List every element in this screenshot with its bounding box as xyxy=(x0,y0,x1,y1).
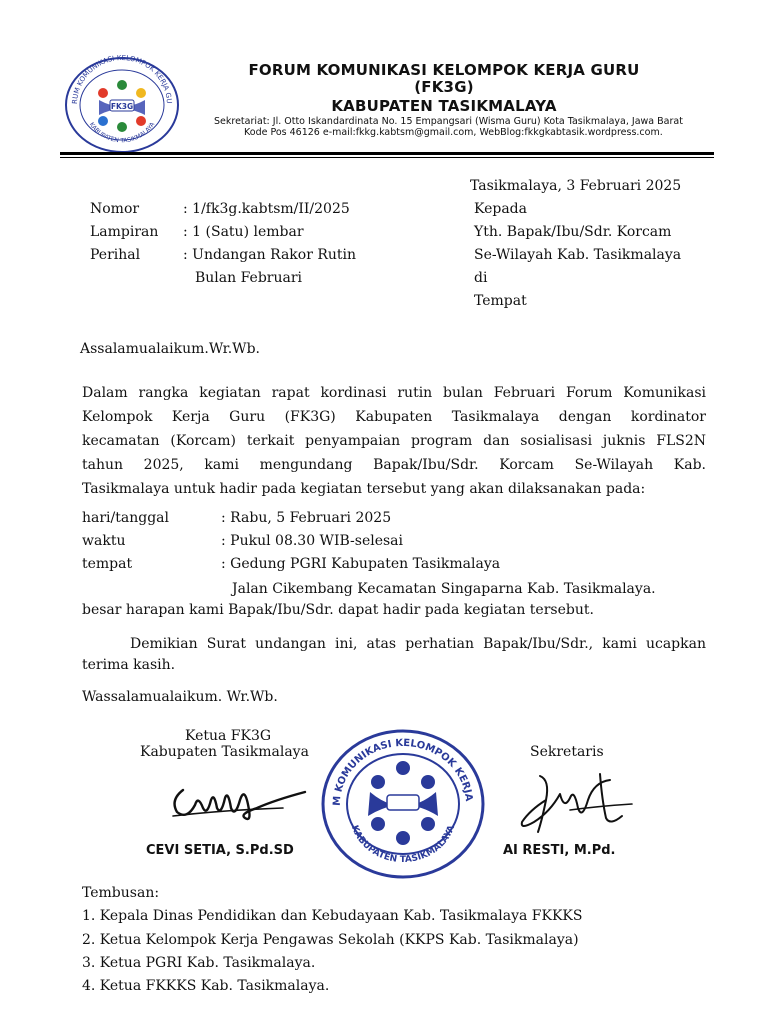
svg-text:KABUPATEN TASIKMALAYA: KABUPATEN TASIKMALAYA xyxy=(87,121,157,145)
hope-line: besar harapan kami Bapak/Ibu/Sdr. dapat hadir pada kegiatan tersebut. xyxy=(82,602,594,618)
header-rule-thick xyxy=(60,152,714,155)
signature-right xyxy=(510,770,640,840)
svg-text:KABUPATEN TASIKMALAYA: KABUPATEN TASIKMALAYA xyxy=(348,824,458,866)
header-rule-thin xyxy=(60,157,714,158)
signer-right-title: Sekretaris xyxy=(530,744,604,760)
event-value-time: : Pukul 08.30 WIB-selesai xyxy=(221,533,403,549)
meta-value-lampiran: : 1 (Satu) lembar xyxy=(183,224,304,240)
signer-left-title: Ketua FK3G xyxy=(185,728,272,744)
recipient-line-4: di xyxy=(474,270,488,286)
letterhead-logo xyxy=(63,55,181,155)
address-line-1: Sekretariat: Jl. Otto Iskandardinata No. 15 Empangsari (Wisma Guru) Kota Tasikmalaya, Jawa Barat xyxy=(214,116,683,127)
cc-item-1: 1. Kepala Dinas Pendidikan dan Kebudayaan Kab. Tasikmalaya FKKKS xyxy=(82,908,583,924)
cc-item-4: 4. Ketua FKKKS Kab. Tasikmalaya. xyxy=(82,978,330,994)
recipient-line-5: Tempat xyxy=(474,293,527,309)
event-value-place: : Gedung PGRI Kabupaten Tasikmalaya xyxy=(221,556,501,572)
body-line-3: kecamatan (Korcam) terkait penyampaian program dan sosialisasi juknis FLS2N xyxy=(82,433,706,449)
greeting: Assalamualaikum.Wr.Wb. xyxy=(80,341,260,357)
recipient-line-1: Kepada xyxy=(474,201,527,217)
recipient-line-2: Yth. Bapak/Ibu/Sdr. Korcam xyxy=(474,224,672,240)
signer-left-name: CEVI SETIA, S.Pd.SD xyxy=(146,843,294,858)
signature-left xyxy=(165,770,315,830)
place-date: Tasikmalaya, 3 Februari 2025 xyxy=(470,178,682,194)
event-label-place: tempat xyxy=(82,556,133,572)
org-name: FORUM KOMUNIKASI KELOMPOK KERJA GURU xyxy=(248,61,640,79)
meta-value-perihal-cont: Bulan Februari xyxy=(195,270,303,286)
meta-value-perihal: : Undangan Rakor Rutin xyxy=(183,247,357,263)
meta-value-nomor: : 1/fk3g.kabtsm/II/2025 xyxy=(183,201,350,217)
farewell: Wassalamualaikum. Wr.Wb. xyxy=(82,689,278,705)
body-line-5: Tasikmalaya untuk hadir pada kegiatan tersebut yang akan dilaksanakan pada: xyxy=(82,481,646,497)
meta-label-perihal: Perihal xyxy=(90,247,141,263)
cc-item-3: 3. Ketua PGRI Kab. Tasikmalaya. xyxy=(82,955,316,971)
event-value-place-cont: Jalan Cikembang Kecamatan Singaparna Kab. Tasikmalaya. xyxy=(232,581,656,597)
event-value-date: : Rabu, 5 Februari 2025 xyxy=(221,510,392,526)
svg-text:FORUM KOMUNIKASI KELOMPOK KERJ: RUM KOMUNIKASI KELOMPOK KERJA GU xyxy=(70,55,174,105)
organization-stamp xyxy=(320,728,486,880)
event-label-date: hari/tanggal xyxy=(82,510,169,526)
signer-right-name: AI RESTI, M.Pd. xyxy=(503,843,616,858)
meta-label-lampiran: Lampiran xyxy=(90,224,159,240)
body-line-1: Dalam rangka kegiatan rapat kordinasi rutin bulan Februari Forum Komunikasi xyxy=(82,385,706,401)
event-label-time: waktu xyxy=(82,533,126,549)
signer-left-subtitle: Kabupaten Tasikmalaya xyxy=(140,744,309,760)
recipient-line-3: Se-Wilayah Kab. Tasikmalaya xyxy=(474,247,682,263)
closing-line-1: Demikian Surat undangan ini, atas perhatian Bapak/Ibu/Sdr., kami ucapkan xyxy=(130,636,706,652)
cc-heading: Tembusan: xyxy=(82,885,160,901)
region-title: KABUPATEN TASIKMALAYA xyxy=(331,97,557,115)
cc-item-2: 2. Ketua Kelompok Kerja Pengawas Sekolah (KKPS Kab. Tasikmalaya) xyxy=(82,932,579,948)
svg-text:FK3G: FK3G xyxy=(110,102,134,111)
org-abbr: (FK3G) xyxy=(414,78,474,96)
closing-line-2: terima kasih. xyxy=(82,657,176,673)
svg-text:FORUM KOMUNIKASI KELOMPOK KERJ: M KOMUNIKASI KELOMPOK KERJA xyxy=(331,737,475,807)
meta-label-nomor: Nomor xyxy=(90,201,140,217)
body-line-2: Kelompok Kerja Guru (FK3G) Kabupaten Tasikmalaya dengan kordinator xyxy=(82,409,706,425)
address-line-2: Kode Pos 46126 e-mail:fkkg.kabtsm@gmail.com, WebBlog:fkkgkabtasik.wordpress.com. xyxy=(244,127,663,138)
body-line-4: tahun 2025, kami mengundang Bapak/Ibu/Sdr. Korcam Se-Wilayah Kab. xyxy=(82,457,706,473)
